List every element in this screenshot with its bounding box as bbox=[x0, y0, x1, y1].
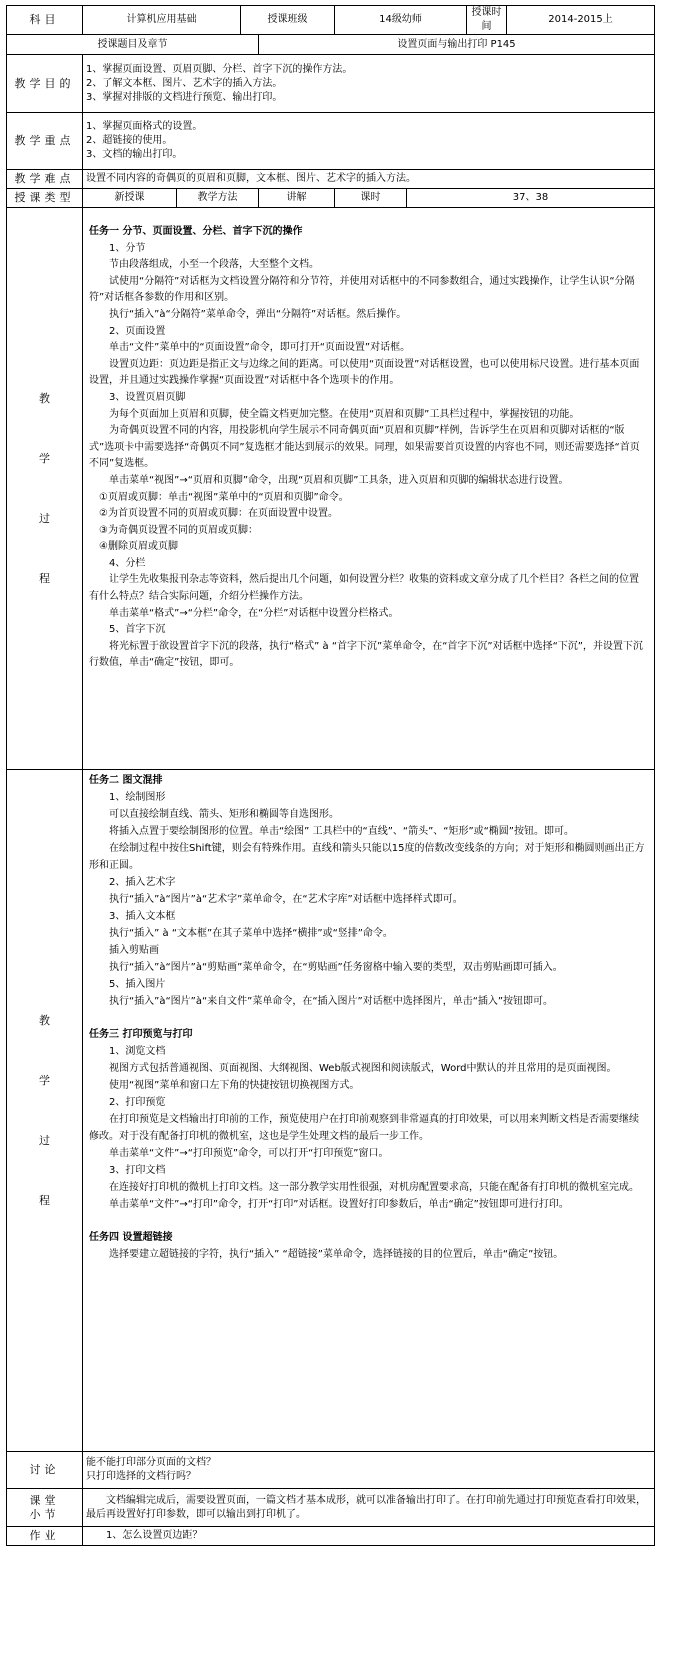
class-label: 授课班级 bbox=[241, 6, 335, 35]
difficulty-label: 教学难点 bbox=[7, 170, 83, 189]
objective-item: 1、掌握页面设置、页眉页脚、分栏、首字下沉的操作方法。 bbox=[86, 63, 353, 75]
paragraph: 节由段落组成，小至一个段落，大至整个文档。 bbox=[109, 259, 319, 271]
process-row-1 bbox=[7, 208, 655, 770]
paragraph: 执行“插入”à“图片”à“艺术字”菜单命令，在“艺术字库”对话框中选择样式即可。 bbox=[109, 894, 463, 905]
process-content-2 bbox=[83, 770, 655, 1452]
class-value: 14级幼师 bbox=[335, 6, 467, 35]
summary-row bbox=[7, 1489, 655, 1527]
paragraph: 单击菜单“文件”→“打印”命令，打开“打印”对话框。设置好打印参数后，单击“确定”按钮即可进行打印。 bbox=[109, 1199, 569, 1210]
subject-label: 科目 bbox=[7, 6, 83, 35]
key-point-item: 3、文档的输出打印。 bbox=[86, 149, 183, 160]
section-title: 5、首字下沉 bbox=[109, 624, 166, 636]
spacer bbox=[89, 1010, 648, 1026]
objectives-list bbox=[83, 55, 655, 113]
topic-row bbox=[7, 35, 655, 55]
task-three-title: 任务三 打印预览与打印 bbox=[89, 1029, 193, 1040]
list-item: ③为奇偶页设置不同的页眉或页脚： bbox=[99, 524, 258, 536]
subject-value: 计算机应用基础 bbox=[83, 6, 241, 35]
list-item: ②为首页设置不同的页眉或页脚：在页面设置中设置。 bbox=[99, 508, 338, 520]
section-title: 1、浏览文档 bbox=[109, 1046, 166, 1057]
key-points-label: 教学重点 bbox=[7, 113, 83, 170]
method-value: 讲解 bbox=[259, 189, 335, 208]
section-title: 2、插入艺术字 bbox=[109, 877, 176, 888]
type-value: 新授课 bbox=[83, 189, 177, 208]
task-four-title: 任务四 设置超链接 bbox=[89, 1232, 173, 1243]
meta-row bbox=[7, 189, 655, 208]
paragraph: 将光标置于欲设置首字下沉的段落，执行“格式” à “首字下沉”菜单命令，在“首字下沉”对话框中选择“下沉”，并设置下沉行数值，单击“确定”按钮，即可。 bbox=[89, 640, 643, 669]
process-label: 教 学 过 程 bbox=[7, 770, 83, 1452]
process-label: 教 学 过 程 bbox=[7, 208, 83, 770]
objectives-row bbox=[7, 55, 655, 113]
paragraph: 可以直接绘制直线、箭头、矩形和椭圆等自选图形。 bbox=[109, 809, 339, 820]
task-two-title: 任务二 图文混排 bbox=[89, 775, 163, 786]
process-content-1 bbox=[83, 208, 655, 770]
topic-label: 授课题目及章节 bbox=[7, 35, 259, 55]
paragraph: 在打印预览是文档输出打印前的工作，预览使用户在打印前观察到非常逼真的打印效果，可以用来判断文档是否需要继续修改。对于没有配备打印机的微机室，这也是学生处理文档的最后一步工作。 bbox=[89, 1114, 639, 1142]
homework-row bbox=[7, 1527, 655, 1546]
homework-content: 1、怎么设置页边距？ bbox=[83, 1527, 655, 1546]
discussion-question: 只打印选择的文档行吗？ bbox=[86, 1471, 196, 1482]
topic-value: 设置页面与输出打印 P145 bbox=[259, 35, 655, 55]
paragraph: 单击菜单“视图”→“页眉和页脚”命令，出现“页眉和页脚”工具条，进入页眉和页脚的编辑状态进行设置。 bbox=[109, 474, 569, 486]
hours-label: 课时 bbox=[335, 189, 407, 208]
list-item: ①页眉或页脚：单击“视图”菜单中的“页眉和页脚”命令。 bbox=[99, 491, 349, 503]
key-points-row bbox=[7, 113, 655, 170]
summary-content: 文档编辑完成后，需要设置页面，一篇文档才基本成形，就可以准备输出打印了。在打印前先通过打印预览查看打印效果，最后再设置好打印参数，即可以输出到打印机了。 bbox=[83, 1489, 655, 1527]
paragraph: 视图方式包括普通视图、页面视图、大纲视图、Web版式视图和阅读版式，Word中默认的并且常用的是页面视图。 bbox=[109, 1063, 617, 1074]
paragraph: 在连接好打印机的微机上打印文档。这一部分教学实用性很强，对机房配置要求高，只能在配备有打印机的微机室完成。 bbox=[109, 1182, 639, 1193]
objective-item: 3、掌握对排版的文档进行预览、输出打印。 bbox=[86, 91, 283, 103]
difficulty-value: 设置不同内容的奇偶页的页眉和页脚，文本框、图片、艺术字的插入方法。 bbox=[83, 170, 655, 189]
discussion-question: 能不能打印部分页面的文档？ bbox=[86, 1457, 216, 1468]
list-item: ④删除页眉或页脚 bbox=[99, 541, 178, 553]
objectives-label: 教学目的 bbox=[7, 55, 83, 113]
key-point-item: 1、掌握页面格式的设置。 bbox=[86, 121, 203, 132]
paragraph: 试使用“分隔符”对话框为文档设置分隔符和分节符，并使用对话框中的不同参数组合，通过实践操作，让学生认识“分隔符”对话框各参数的作用和区别。 bbox=[89, 275, 635, 304]
key-points-list bbox=[83, 113, 655, 170]
difficulty-row bbox=[7, 170, 655, 189]
section-title: 4、分栏 bbox=[109, 557, 146, 569]
section-title: 1、分节 bbox=[109, 242, 146, 254]
paragraph: 单击“文件”菜单中的“页面设置”命令，即可打开“页面设置”对话框。 bbox=[109, 342, 411, 354]
paragraph: 执行“插入” à “文本框”在其子菜单中选择“横排”或“竖排”命令。 bbox=[109, 928, 393, 939]
paragraph: 让学生先收集报刊杂志等资料，然后提出几个问题，如何设置分栏？收集的资料或文章分成了几个栏目？各栏之间的位置有什么特点？结合实际问题，介绍分栏操作方法。 bbox=[89, 574, 639, 603]
discussion-row bbox=[7, 1452, 655, 1489]
paragraph: 为每个页面加上页眉和页脚，使全篇文档更加完整。在使用“页眉和页脚”工具栏过程中，掌握按钮的功能。 bbox=[109, 408, 580, 420]
paragraph: 单击菜单“格式”→“分栏”命令，在“分栏”对话框中设置分栏格式。 bbox=[109, 607, 399, 619]
paragraph: 设置页边距：页边距是指正文与边缘之间的距离。可以使用“页面设置”对话框设置，也可以使用标尺设置。进行基本页面设置，并且通过实践操作掌握“页面设置”对话框中各个选项卡的作用。 bbox=[89, 358, 640, 387]
paragraph: 单击菜单“文件”→“打印预览”命令，可以打开“打印预览”窗口。 bbox=[109, 1148, 389, 1159]
hours-value: 37、38 bbox=[407, 189, 655, 208]
header-row bbox=[7, 6, 655, 35]
paragraph: 执行“插入”à“分隔符”菜单命令，弹出“分隔符”对话框。然后操作。 bbox=[109, 308, 407, 320]
paragraph: 在绘制过程中按住Shift键，则会有特殊作用。直线和箭头只能以15度的倍数改变线条的方向；对于矩形和椭圆则画出正方形和正圆。 bbox=[89, 843, 645, 871]
paragraph: 执行“插入”à“图片”à“来自文件”菜单命令，在“插入图片”对话框中选择图片，单击“插入”按钮即可。 bbox=[109, 996, 554, 1007]
time-label: 授课时间 bbox=[467, 6, 507, 35]
section-title: 1、绘制图形 bbox=[109, 792, 166, 803]
paragraph: 执行“插入”à“图片”à“剪贴画”菜单命令，在“剪贴画”任务窗格中输入要的类型，双击剪贴画即可插入。 bbox=[109, 962, 563, 973]
method-label: 教学方法 bbox=[177, 189, 259, 208]
paragraph: 为奇偶页设置不同的内容，用投影机向学生展示不同奇偶页面“页眉和页脚”样例，告诉学生在页眉和页脚对话框的“版式”选项卡中需要选择“奇偶页不同”复选框才能达到展示的效果。同理，如果需要首页设置的内容也不同，则还需要选择“首页不同”复选框。 bbox=[89, 425, 640, 470]
discussion-content bbox=[83, 1452, 655, 1489]
paragraph: 使用“视图”菜单和窗口左下角的快捷按钮切换视图方式。 bbox=[109, 1080, 360, 1091]
key-point-item: 2、超链接的使用。 bbox=[86, 135, 173, 146]
time-value: 2014-2015上 bbox=[507, 6, 655, 35]
spacer bbox=[89, 1213, 648, 1229]
section-title: 3、设置页眉页脚 bbox=[109, 391, 186, 403]
section-title: 3、打印文档 bbox=[109, 1165, 166, 1176]
section-title: 3、插入文本框 bbox=[109, 911, 176, 922]
task-one-title: 任务一 分节、页面设置、分栏、首字下沉的操作 bbox=[89, 226, 303, 237]
discussion-label: 讨论 bbox=[7, 1452, 83, 1489]
summary-label: 课堂 小节 bbox=[7, 1489, 83, 1527]
process-row-2 bbox=[7, 770, 655, 1452]
type-label: 授课类型 bbox=[7, 189, 83, 208]
section-title: 插入剪贴画 bbox=[109, 945, 159, 956]
lesson-plan-table bbox=[6, 5, 655, 1546]
homework-label: 作业 bbox=[7, 1527, 83, 1546]
section-title: 2、页面设置 bbox=[109, 325, 166, 337]
paragraph: 将插入点置于要绘制图形的位置。单击“绘图” 工具栏中的“直线”、“箭头”、“矩形”或“椭圆”按钮。即可。 bbox=[109, 826, 574, 837]
section-title: 5、插入图片 bbox=[109, 979, 166, 990]
objective-item: 2、了解文本框、图片、艺术字的插入方法。 bbox=[86, 77, 283, 89]
section-title: 2、打印预览 bbox=[109, 1097, 166, 1108]
paragraph: 选择要建立超链接的字符，执行“插入” “超链接”菜单命令，选择链接的目的位置后，单击“确定”按钮。 bbox=[109, 1249, 564, 1260]
